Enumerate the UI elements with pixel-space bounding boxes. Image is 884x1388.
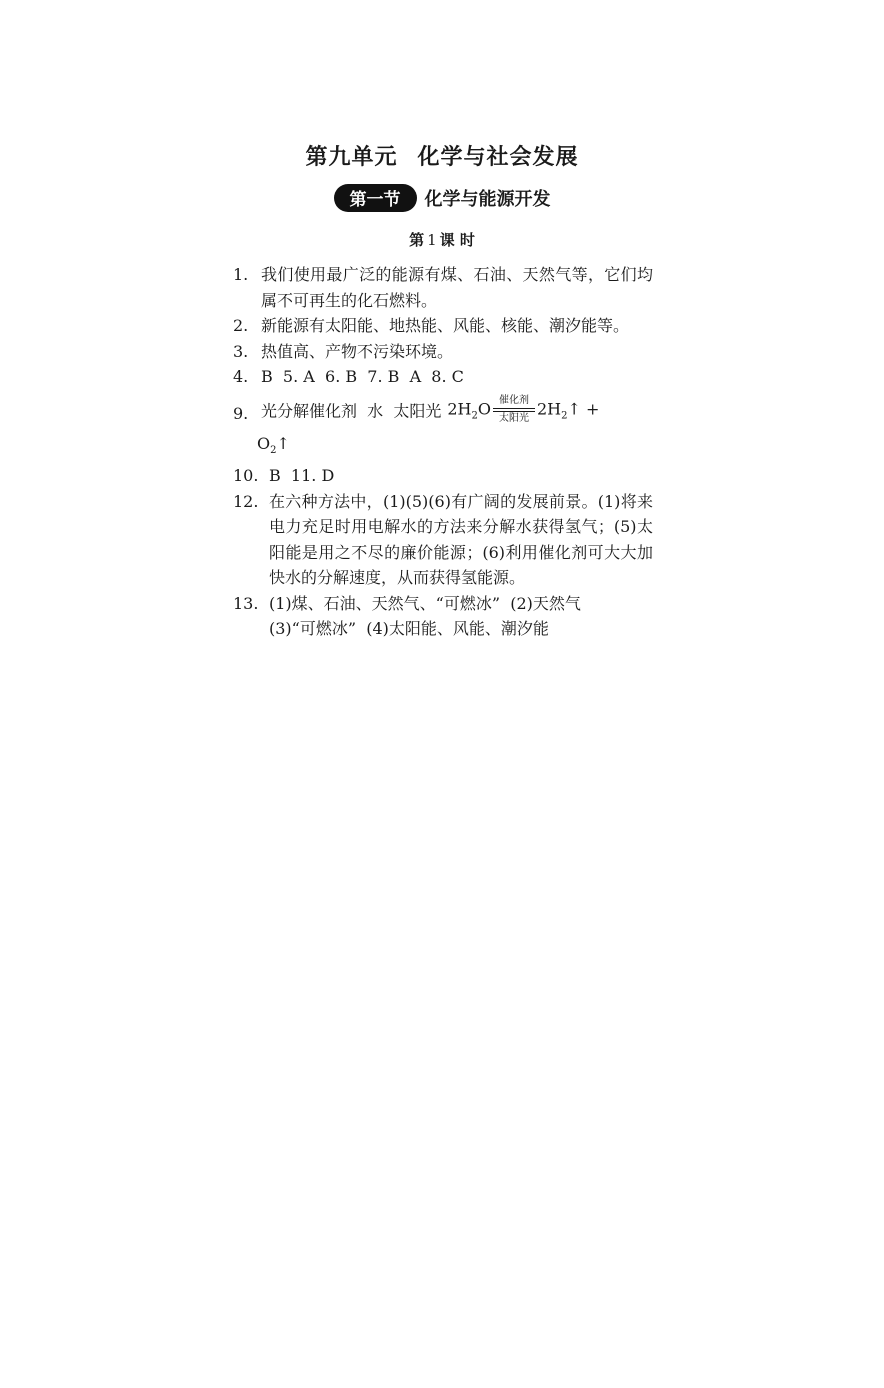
answer-number: 12. — [233, 491, 259, 511]
product-2-tail: ↑ — [276, 433, 290, 453]
lesson-number: 1 — [427, 231, 437, 249]
section-name: 化学与能源开发 — [424, 189, 551, 210]
answer-equation — [233, 395, 653, 429]
unit-title — [0, 140, 884, 171]
answer-item — [233, 262, 653, 313]
answer-number: 13. — [233, 593, 259, 613]
unit-number: 第九单元 — [305, 145, 398, 170]
reactant: 2H — [447, 399, 472, 418]
answer-number: 2. — [233, 316, 249, 335]
answer-text: 光分解催化剂 水 太阳光 — [261, 401, 442, 421]
product-2: O — [257, 433, 271, 453]
product: 2H — [537, 399, 562, 418]
chemical-equation — [447, 395, 599, 429]
answer-item — [233, 463, 653, 489]
product-2-subscript: 2 — [270, 444, 277, 456]
condition-bottom: 太阳光 — [499, 412, 529, 424]
lesson-heading — [0, 229, 884, 250]
answer-item — [233, 313, 653, 339]
reactant-subscript: 2 — [471, 410, 478, 422]
answer-item — [233, 395, 653, 464]
answer-text: 新能源有太阳能、地热能、风能、核能、潮汐能等。 — [261, 316, 630, 335]
answer-number: 10. — [233, 466, 259, 486]
condition-top: 催化剂 — [499, 394, 529, 406]
answer-item — [233, 591, 653, 642]
unit-name: 化学与社会发展 — [417, 145, 579, 170]
reactant-tail: O — [477, 399, 491, 418]
answer-text: (3)“可燃冰” (4)太阳能、风能、潮汐能 — [269, 619, 549, 639]
answer-text: 在六种方法中，(1)(5)(6)有广阔的发展前景。(1)将来电力充足时用电解水的方法来分解水获得氢气；(5)太阳能是用之不尽的廉价能源；(6)利用催化剂可大大加快水的分解速度，从而获得氢能源。 — [269, 491, 653, 588]
product-tail: ↑ + — [567, 399, 600, 418]
answer-number: 1. — [233, 265, 249, 284]
answer-text: 热值高、产物不污染环境。 — [261, 341, 454, 361]
lesson-suffix: 课 时 — [439, 231, 475, 249]
answer-item — [233, 489, 653, 591]
answer-item — [233, 364, 653, 390]
equals-sign — [493, 408, 535, 412]
product-subscript: 2 — [561, 410, 568, 422]
answer-number: 3. — [233, 341, 249, 361]
answer-number: 9. — [233, 403, 249, 423]
section-heading — [0, 184, 884, 212]
answer-item — [233, 339, 653, 365]
answer-text: 我们使用最广泛的能源有煤、石油、天然气等，它们均属不可再生的化石燃料。 — [261, 265, 653, 310]
lesson-prefix: 第 — [409, 231, 425, 249]
answer-text: B 11. D — [269, 466, 335, 486]
reaction-conditions — [493, 395, 535, 425]
answer-text: B 5. A 6. B 7. B A 8. C — [261, 367, 464, 386]
section-badge: 第一节 — [334, 184, 417, 212]
answer-number: 4. — [233, 367, 249, 386]
answer-text: (1)煤、石油、天然气、“可燃冰” (2)天然气 — [269, 593, 581, 613]
answer-list — [233, 262, 653, 642]
equation-continuation — [233, 431, 653, 464]
